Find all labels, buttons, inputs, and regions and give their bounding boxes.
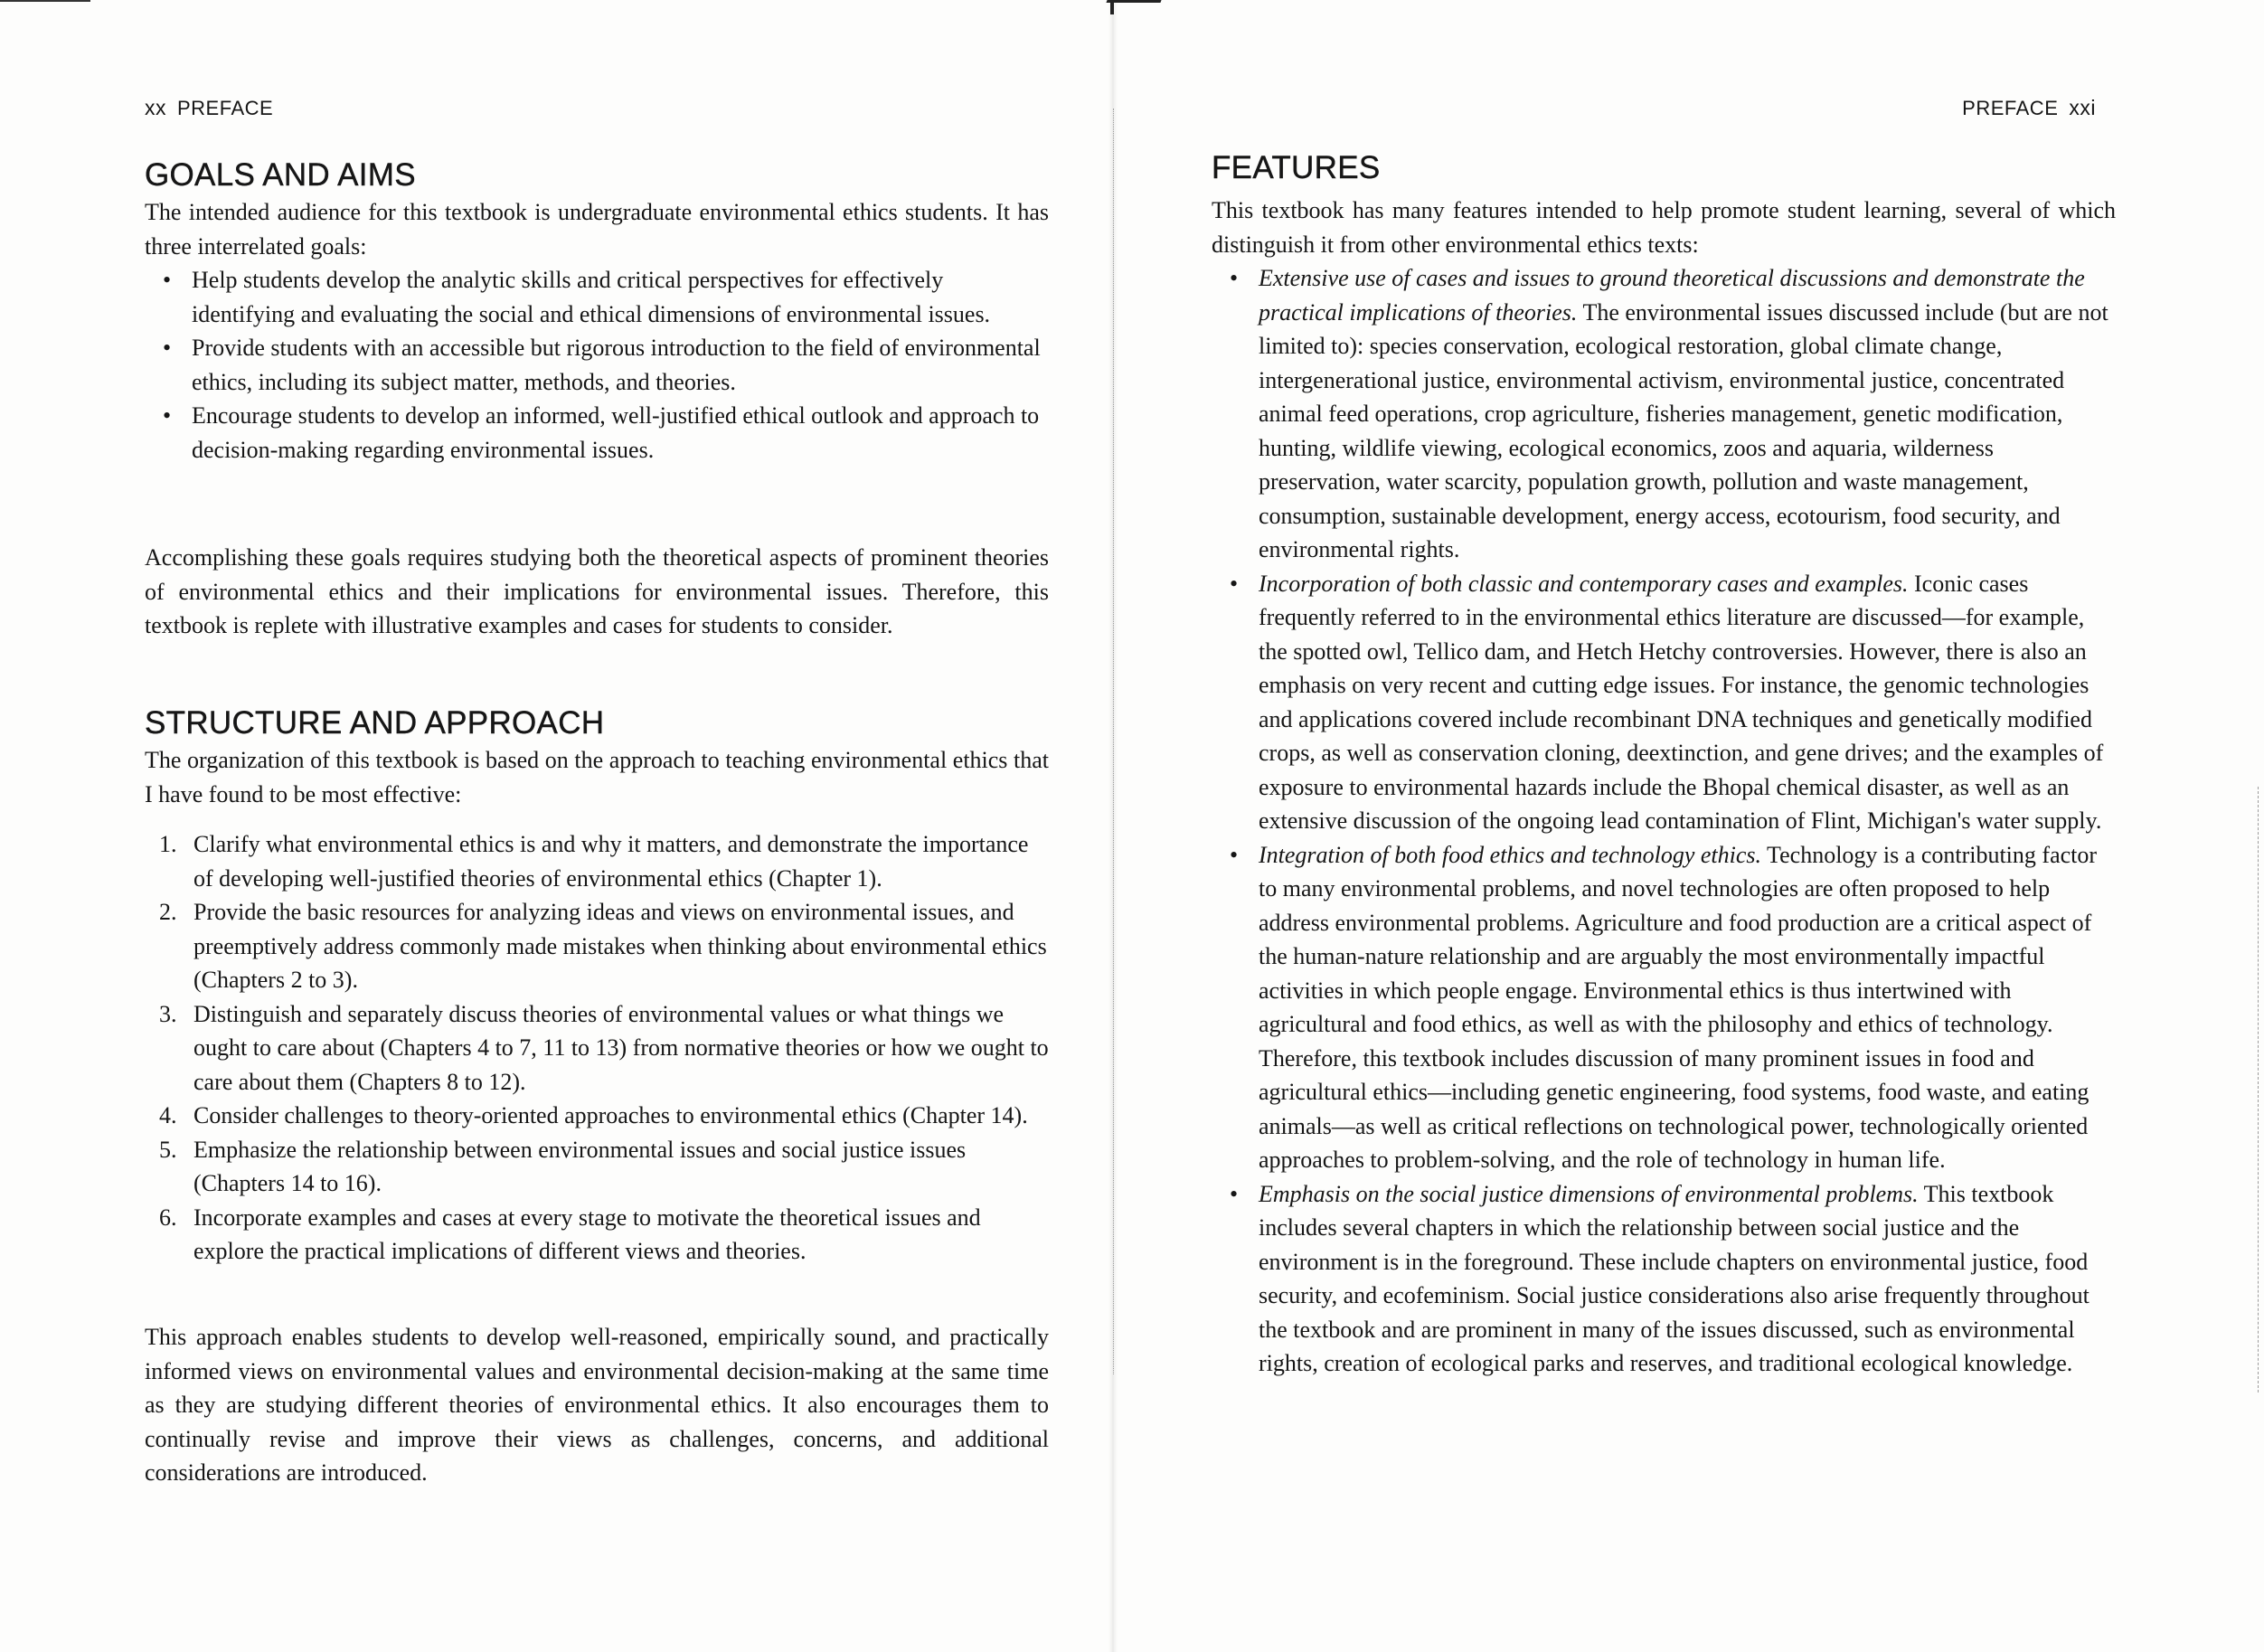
structure-step (145, 1133, 1049, 1201)
bullet-icon: • (1230, 570, 1239, 597)
features-heading: FEATURES (1212, 150, 1381, 185)
step-text: Emphasize the relationship between environmental issues and social justice issues (Chapters 14 to 16). (193, 1136, 967, 1196)
goals-intro: The intended audience for this textbook is undergraduate environmental ethics students. It has three interrelated goals: (145, 199, 1049, 260)
structure-step (145, 895, 1049, 997)
step-text: Distinguish and separately discuss theories of environmental values or what things we ought to care about (Chapters 4 to 7, 11 to 13) from normative theories or how we ought to care about them (Chapters 8 to 12). (193, 1000, 1049, 1095)
left-folio: xx (145, 96, 166, 119)
step-text: Consider challenges to theory-oriented approaches to environmental ethics (Chapter 14). (193, 1102, 1028, 1128)
goals-heading: GOALS AND AIMS (145, 157, 416, 193)
step-number: 6. (159, 1204, 177, 1231)
feature-body: The environmental issues discussed include (but are not limited to): species conservation, ecological restoration, global climate change, intergenerational justice, environmental activism, environmental justice, concentrated animal feed operations, crop agriculture, fisheries management, genetic modification, hunting, wildlife viewing, ecological economics, zoos and aquaria, wilderness preservation, water scarcity, population growth, pollution and waste management, consumption, sustainable development, energy access, ecotourism, food security, and environmental rights. (1259, 298, 2108, 562)
feature-item (1212, 567, 2116, 838)
step-text: Incorporate examples and cases at every stage to motivate the theoretical issues and explore the practical implications of different views and theories. (193, 1204, 981, 1264)
right-running-title: PREFACE (1962, 97, 2059, 119)
feature-body: Technology is a contributing factor to many environmental problems, and novel technologies are often proposed to help address environmental problems. Agriculture and food production are a critical aspect of the human-nature relationship and are arguably the most environmentally impactful activities in which people engage. Environmental ethics is thus intertwined with agricultural and food ethics, as well as with the philosophy and ethics of technology. Therefore, this textbook includes discussion of many prominent issues in food and agricultural ethics—including genetic engineering, food systems, food waste, and eating animals—as well as critical reflections on technological power, technologically oriented approaches to problem-solving, and the role of technology in human life. (1259, 841, 2098, 1173)
scan-edge-mark (0, 0, 90, 2)
left-running-title: PREFACE (177, 97, 274, 119)
structure-step (145, 827, 1049, 895)
feature-lead: Extensive use of cases and issues to ground theoretical discussions and demonstrate the practical implications of theories. (1259, 265, 2085, 326)
page-edge-line (2258, 787, 2259, 1392)
features-intro: This textbook has many features intended to help promote student learning, several of which distinguish it from other environmental ethics texts: (1212, 197, 2116, 258)
structure-intro: The organization of this textbook is based on the approach to teaching environmental ethics that I have found to be most effective: (145, 747, 1049, 807)
features-section (1212, 194, 2116, 1381)
goals-closing-block (145, 541, 1049, 643)
bullet-icon: • (1230, 1180, 1239, 1207)
feature-item (1212, 261, 2116, 567)
feature-body: This textbook includes several chapters in which the relationship between social justice and the environment is in the foreground. These include chapters on environmental justice, food security, and ecofeminism. Social justice considerations also arise frequently throughout the textbook and are prominent in many of the issues discussed, such as environmental rights, creation of ecological parks and reserves, and traditional ecological knowledge. (1259, 1180, 2089, 1376)
bullet-icon: • (1230, 841, 1239, 868)
gutter-fold-line (1113, 109, 1115, 1374)
step-number: 1. (159, 831, 177, 857)
goals-item-text: Provide students with an accessible but rigorous introduction to the field of environmental ethics, including its subject matter, methods, and theories. (192, 335, 1041, 395)
goals-list-item (145, 399, 1049, 467)
bullet-icon: • (163, 402, 172, 429)
left-running-head (145, 96, 273, 120)
goals-list-item (145, 263, 1049, 331)
structure-step (145, 997, 1049, 1100)
structure-steps (145, 827, 1049, 1269)
goals-closing: Accomplishing these goals requires studying both the theoretical aspects of prominent theories of environmental ethics and their implications for environmental issues. Therefore, this textbook is replete with illustrative examples and cases for students to consider. (145, 544, 1049, 638)
structure-step (145, 1201, 1049, 1269)
structure-step (145, 1099, 1049, 1133)
left-page (145, 0, 1049, 1652)
structure-closing-block (145, 1320, 1049, 1490)
step-number: 5. (159, 1136, 177, 1163)
right-page (1212, 0, 2116, 1652)
right-folio: xxi (2069, 96, 2096, 119)
step-number: 3. (159, 1000, 177, 1027)
goals-item-text: Encourage students to develop an informed, well-justified ethical outlook and approach to decision-making regarding environmental issues. (192, 402, 1040, 463)
goals-list (145, 263, 1049, 467)
feature-lead: Emphasis on the social justice dimensions of environmental problems. (1259, 1180, 1919, 1207)
feature-body: Iconic cases frequently referred to in the environmental ethics literature are discussed—for example, the spotted owl, Tellico dam, and Hetch Hetchy controversies. However, there is also an emphasis on very recent and cutting edge issues. For instance, the genomic technologies and applications covered include recombinant DNA techniques and genetically modified crops, as well as conservation cloning, deextinction, and gene drives; and the examples of exposure to environmental hazards include the Bhopal chemical disaster, as well as an extensive discussion of the ongoing lead contamination of Flint, Michigan's water supply. (1259, 570, 2104, 834)
feature-lead: Incorporation of both classic and contemporary cases and examples. (1259, 570, 1909, 597)
goals-list-item (145, 331, 1049, 399)
structure-intro-block (145, 743, 1049, 811)
feature-item (1212, 838, 2116, 1177)
goals-item-text: Help students develop the analytic skills and critical perspectives for effectively identifying and evaluating the social and ethical dimensions of environmental issues. (192, 267, 991, 327)
bullet-icon: • (163, 335, 172, 361)
goals-section (145, 195, 1049, 467)
feature-lead: Integration of both food ethics and technology ethics. (1259, 841, 1762, 868)
step-number: 2. (159, 899, 177, 925)
step-text: Clarify what environmental ethics is and why it matters, and demonstrate the importance of developing well-justified theories of environmental ethics (Chapter 1). (193, 831, 1029, 892)
bullet-icon: • (163, 267, 172, 293)
feature-item (1212, 1177, 2116, 1381)
step-number: 4. (159, 1102, 177, 1128)
bullet-icon: • (1230, 265, 1239, 291)
structure-heading: STRUCTURE AND APPROACH (145, 705, 605, 741)
right-running-head (1962, 96, 2096, 120)
structure-closing: This approach enables students to develop well-reasoned, empirically sound, and practically informed views on environmental values and environmental decision-making at the same time as they are studying different theories of environmental ethics. It also encourages them to continually revise and improve their views as challenges, concerns, and additional considerations are introduced. (145, 1324, 1049, 1486)
structure-steps-block (145, 827, 1049, 1269)
step-text: Provide the basic resources for analyzing ideas and views on environmental issues, and preemptively address commonly made mistakes when thinking about environmental ethics (Chapters 2 to 3). (193, 899, 1047, 993)
features-list (1212, 261, 2116, 1381)
binding-mark (1103, 0, 1166, 5)
